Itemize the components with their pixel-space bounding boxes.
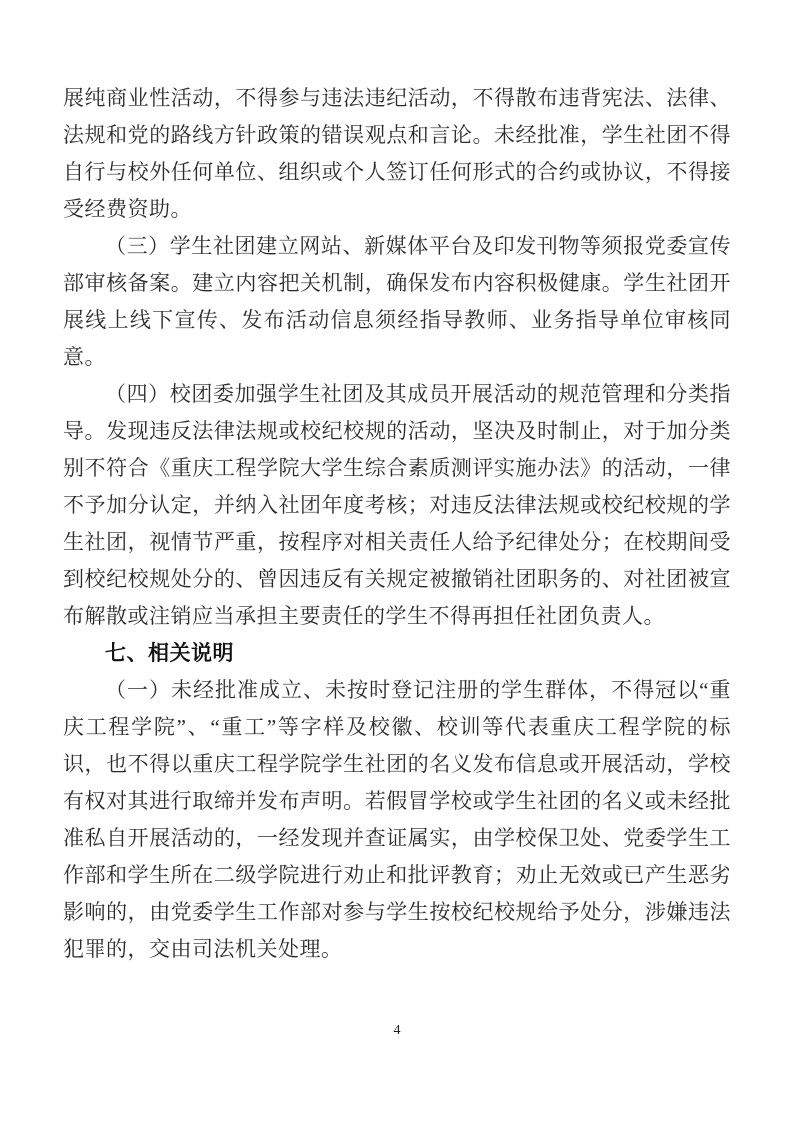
paragraph-item-4: （四）校团委加强学生社团及其成员开展活动的规范管理和分类指导。发现违反法律法规或校纪校规的活动，坚决及时制止，对于加分类别不符合《重庆工程学院大学生综合素质测评实施办法》的活动，一律不予加分认定，并纳入社团年度考核；对违反法律法规或校纪校规的学生社团，视情节严重，按程序对相关责任人给予纪律处分；在校期间受到校纪校规处分的、曾因违反有关规定被撤销社团职务的、对社团被宣布解散或注销应当承担主要责任的学生不得再担任社团负责人。 [63, 382, 731, 628]
document-body [63, 80, 731, 968]
section-heading: 七、相关说明 [105, 642, 234, 665]
paragraph-item-1: （一）未经批准成立、未按时登记注册的学生群体，不得冠以“重庆工程学院”、“重工”等字样及校徽、校训等代表重庆工程学院的标识，也不得以重庆工程学院学生社团的名义发布信息或开展活动，学校有权对其进行取缔并发布声明。若假冒学校或学生社团的名义或未经批准私自开展活动的，一经发现并查证属实，由学校保卫处、党委学生工作部和学生所在二级学院进行劝止和批评教育；劝止无效或已产生恶劣影响的，由党委学生工作部对参与学生按校纪校规给予处分，涉嫌违法犯罪的，交由司法机关处理。 [63, 678, 731, 961]
page-number: 4 [393, 1023, 401, 1038]
paragraph-continuation: 展纯商业性活动，不得参与违法违纪活动，不得散布违背宪法、法律、法规和党的路线方针政策的错误观点和言论。未经批准，学生社团不得自行与校外任何单位、组织或个人签订任何形式的合约或协议，不得接受经费资助。 [63, 86, 731, 221]
paragraph-item-3: （三）学生社团建立网站、新媒体平台及印发刊物等须报党委宣传部审核备案。建立内容把关机制，确保发布内容积极健康。学生社团开展线上线下宣传、发布活动信息须经指导教师、业务指导单位审核同意。 [63, 234, 731, 369]
